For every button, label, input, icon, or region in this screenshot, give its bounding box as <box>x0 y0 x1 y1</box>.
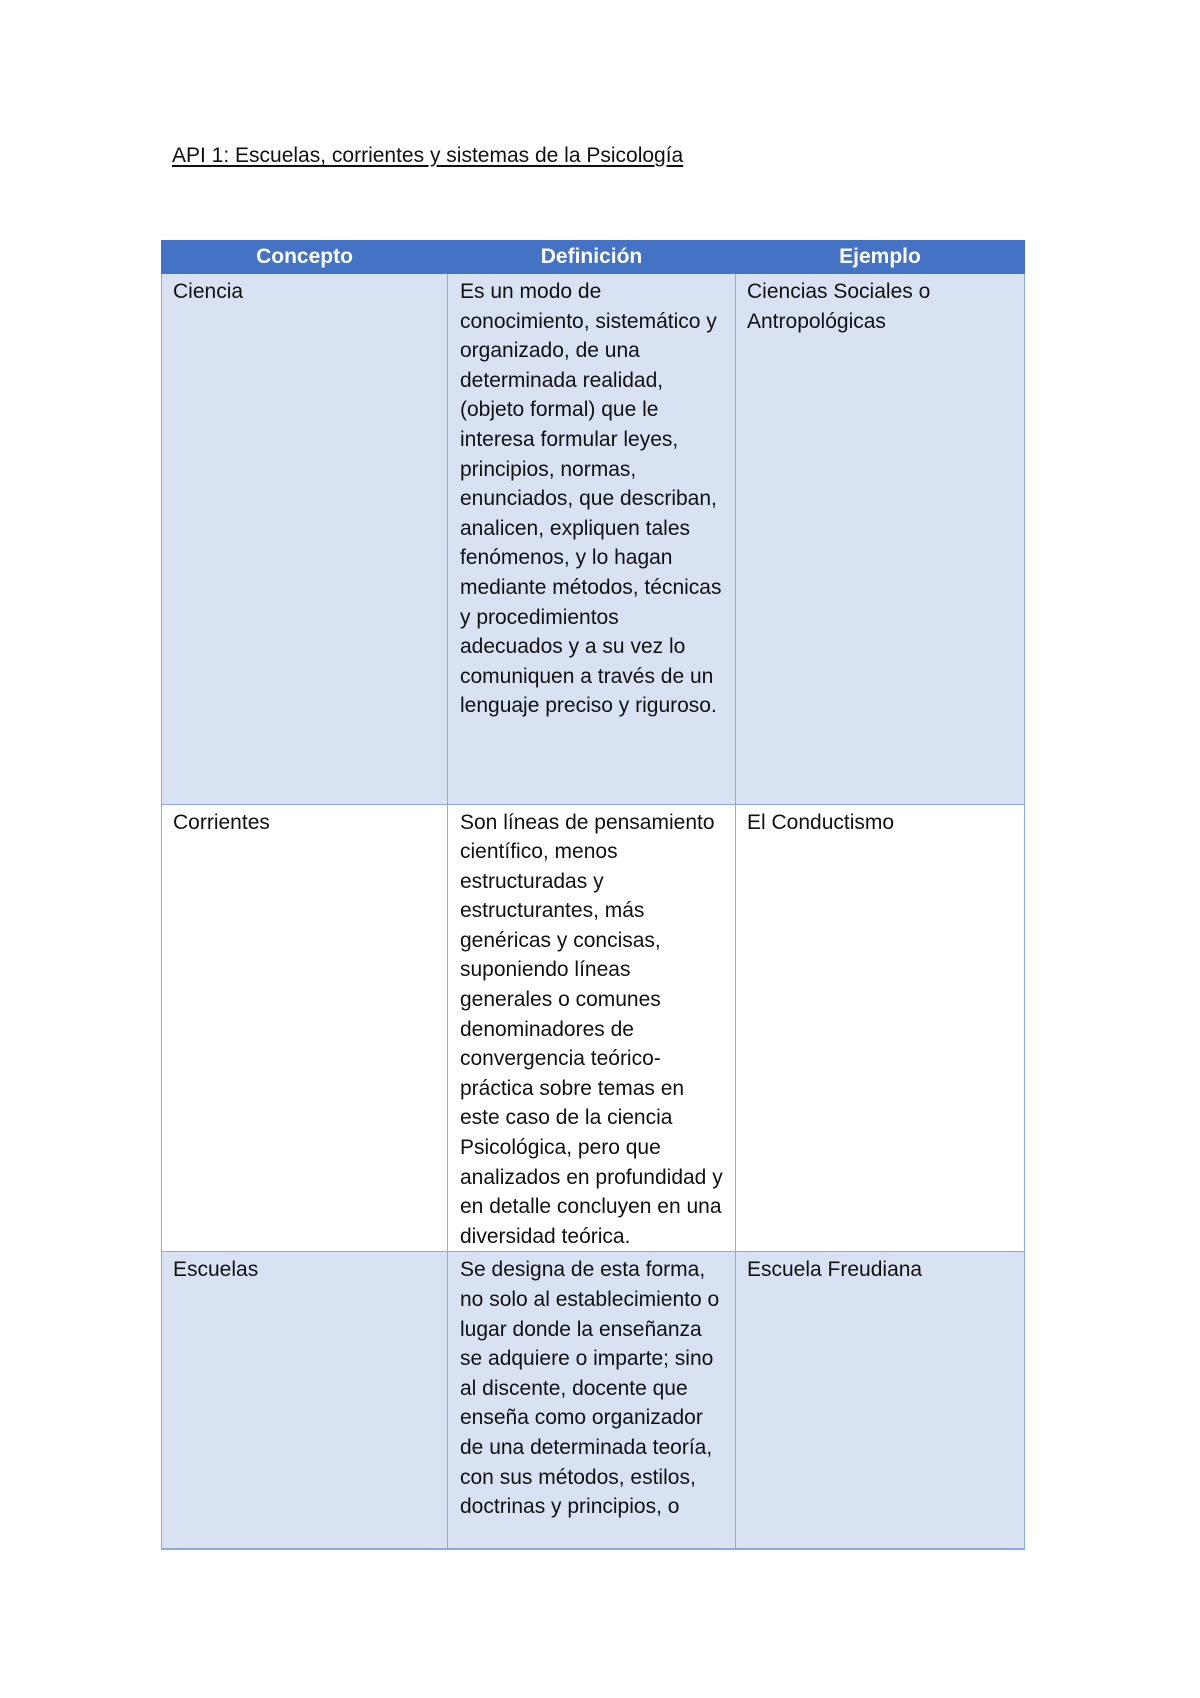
definition-cell: Se designa de esta forma, no solo al establecimiento o lugar donde la enseñanza se adquiere o imparte; sino al discente, docente que enseña como organizador de una determinada teoría, con sus métodos, estilos, doctrinas y principios, o <box>448 1252 736 1549</box>
header-concept: Concepto <box>162 241 448 274</box>
example-cell: El Conductismo <box>736 804 1025 1252</box>
example-cell: Ciencias Sociales o Antropológicas <box>736 273 1025 804</box>
concept-table <box>161 240 1025 1550</box>
header-example: Ejemplo <box>736 241 1025 274</box>
concept-cell: Corrientes <box>162 804 448 1252</box>
concept-cell: Ciencia <box>162 273 448 804</box>
concept-cell: Escuelas <box>162 1252 448 1549</box>
table-row <box>162 1252 1025 1549</box>
example-cell: Escuela Freudiana <box>736 1252 1025 1549</box>
page-title: API 1: Escuelas, corrientes y sistemas de la Psicología <box>172 144 684 167</box>
table-row <box>162 804 1025 1252</box>
table-row <box>162 273 1025 804</box>
definition-cell: Es un modo de conocimiento, sistemático y organizado, de una determinada realidad, (objeto formal) que le interesa formular leyes, principios, normas, enunciados, que describan, analicen, expliquen tales fenómenos, y lo hagan mediante métodos, técnicas y procedimientos adecuados y a su vez lo comuniquen a través de un lenguaje preciso y riguroso. <box>448 273 736 804</box>
definition-cell: Son líneas de pensamiento científico, menos estructuradas y estructurantes, más genéricas y concisas, suponiendo líneas generales o comunes denominadores de convergencia teórico-práctica sobre temas en este caso de la ciencia Psicológica, pero que analizados en profundidad y en detalle concluyen en una diversidad teórica. <box>448 804 736 1252</box>
table-header-row <box>162 241 1025 274</box>
header-definition: Definición <box>448 241 736 274</box>
